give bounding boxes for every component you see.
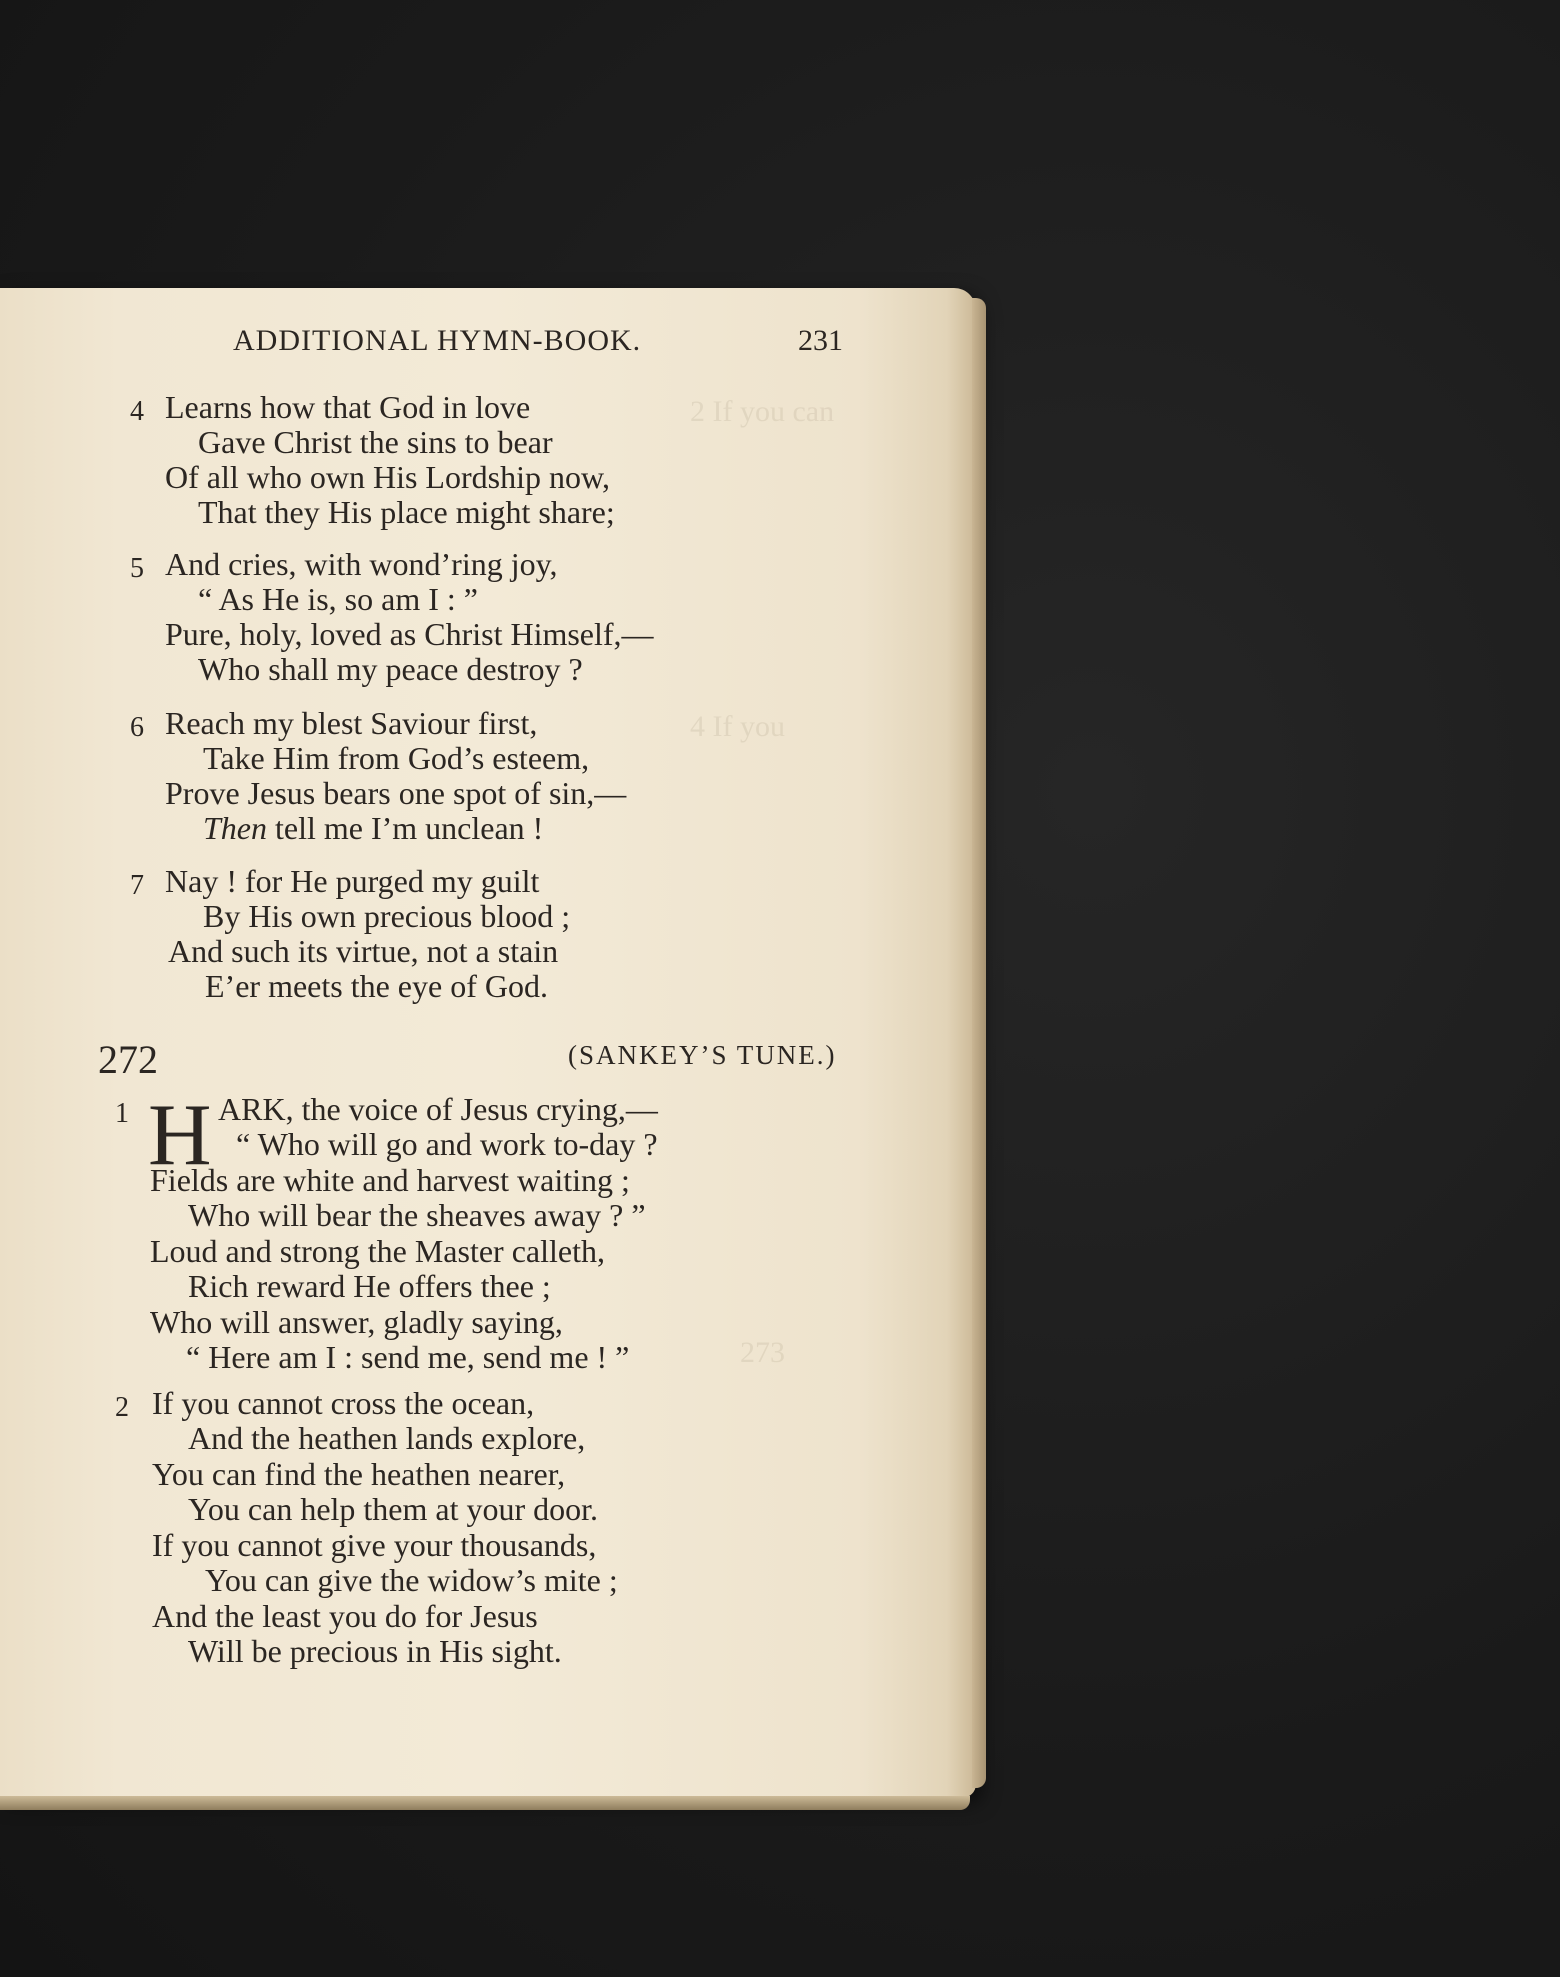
verse-number: 1 (115, 1098, 129, 1129)
verse-line: If you cannot cross the ocean, (152, 1385, 535, 1421)
verse-number: 5 (130, 553, 144, 584)
verse-line: Who will answer, gladly saying, (150, 1304, 563, 1340)
verse-line: Of all who own His Lordship now, (165, 459, 610, 495)
verse-number: 6 (130, 712, 144, 743)
verse-line: And such its virtue, not a stain (168, 933, 559, 969)
italic-word: Then (203, 810, 267, 846)
verse-line: By His own precious blood ; (203, 898, 571, 934)
verse-line: Who shall my peace destroy ? (198, 651, 583, 687)
verse-line: That they His place might share; (198, 494, 615, 530)
verse-line: You can find the heathen nearer, (152, 1456, 566, 1492)
verse-number: 2 (115, 1392, 129, 1423)
verse-line: “ Who will go and work to-day ? (236, 1126, 658, 1162)
verse-line: Will be precious in His sight. (188, 1633, 562, 1669)
page-edge (972, 298, 986, 1788)
verse-line: Fields are white and harvest waiting ; (150, 1162, 630, 1198)
verse-line: Gave Christ the sins to bear (198, 424, 553, 460)
verse-number: 4 (130, 396, 144, 427)
show-through-text: 2 If you can (690, 395, 835, 428)
show-through-text: 273 (740, 1336, 785, 1369)
show-through-text: 4 If you (690, 710, 785, 743)
verse-line: And the least you do for Jesus (152, 1598, 538, 1634)
hymn-number: 272 (98, 1037, 158, 1082)
verse-line: E’er meets the eye of God. (205, 968, 548, 1004)
verse-line: Learns how that God in love (165, 389, 531, 425)
verse-line-italic-lead (203, 811, 543, 846)
verse-line: Who will bear the sheaves away ? ” (188, 1197, 646, 1233)
verse-line: Prove Jesus bears one spot of sin,— (165, 775, 627, 811)
tune-name: (SANKEY’S TUNE.) (568, 1040, 837, 1070)
verse-line: You can give the widow’s mite ; (205, 1562, 618, 1598)
verse-line: Nay ! for He purged my guilt (165, 863, 540, 899)
verse-number: 7 (130, 870, 144, 901)
page-number: 231 (798, 324, 843, 357)
verse-line: Pure, holy, loved as Christ Himself,— (165, 616, 654, 652)
running-header: ADDITIONAL HYMN-BOOK. (233, 324, 642, 357)
verse-line: tell me I’m unclean ! (275, 810, 544, 846)
verse-line: If you cannot give your thousands, (152, 1527, 597, 1563)
verse-line: ARK, the voice of Jesus crying,— (218, 1091, 658, 1127)
verse-line: Rich reward He offers thee ; (188, 1268, 551, 1304)
verse-line: Reach my blest Saviour first, (165, 705, 538, 741)
verse-line: And the heathen lands explore, (188, 1420, 586, 1456)
verse-line: Loud and strong the Master calleth, (150, 1233, 605, 1269)
verse-line: “ As He is, so am I : ” (198, 581, 478, 617)
drop-cap: H (148, 1087, 212, 1184)
page-bottom-edge (0, 1796, 970, 1810)
verse-line: You can help them at your door. (188, 1491, 599, 1527)
verse-line: “ Here am I : send me, send me ! ” (186, 1339, 630, 1375)
verse-line: And cries, with wond’ring joy, (165, 546, 558, 582)
verse-line: Take Him from God’s esteem, (203, 740, 590, 776)
